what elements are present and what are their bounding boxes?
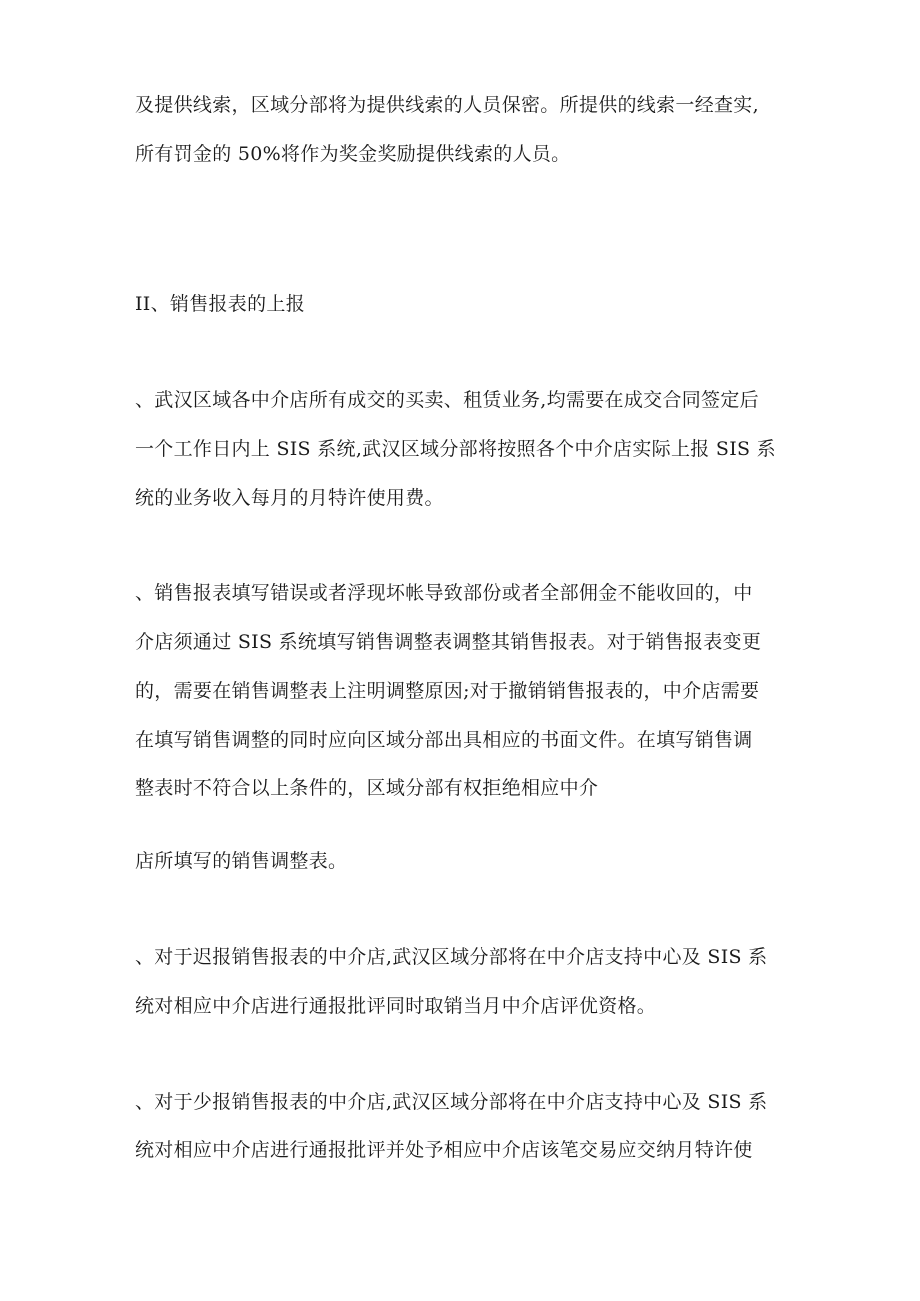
paragraph-line: 统对相应中介店进行通报批评并处予相应中介店该笔交易应交纳月特许使 xyxy=(135,1139,753,1161)
paragraph-line: 介店须通过 SIS 系统填写销售调整表调整其销售报表。对于销售报表变更 xyxy=(135,631,762,653)
paragraph-line: 店所填写的销售调整表。 xyxy=(135,850,348,872)
paragraph-line: 整表时不符合以上条件的，区域分部有权拒绝相应中介 xyxy=(135,777,599,799)
section-heading: II、销售报表的上报 xyxy=(135,293,306,315)
paragraph-line: 一个工作日内上 SIS 系统,武汉区域分部将按照各个中介店实际上报 SIS 系 xyxy=(135,438,776,460)
paragraph-line: 统的业务收入每月的月特许使用费。 xyxy=(135,487,444,509)
paragraph-line: 统对相应中介店进行通报批评同时取销当月中介店评优资格。 xyxy=(135,995,657,1017)
paragraph-line: 、对于少报销售报表的中介店,武汉区域分部将在中介店支持中心及 SIS 系 xyxy=(135,1091,768,1113)
paragraph-line: 、对于迟报销售报表的中介店,武汉区域分部将在中介店支持中心及 SIS 系 xyxy=(135,946,768,968)
paragraph-line: 的，需要在销售调整表上注明调整原因;对于撤销销售报表的，中介店需要 xyxy=(135,680,760,702)
paragraph-line: 及提供线索，区域分部将为提供线索的人员保密。所提供的线索一经查实, xyxy=(135,94,759,116)
paragraph-line: 、销售报表填写错误或者浮现坏帐导致部份或者全部佣金不能收回的，中 xyxy=(135,582,753,604)
paragraph-line: 、武汉区域各中介店所有成交的买卖、租赁业务,均需要在成交合同签定后 xyxy=(135,389,759,411)
paragraph-line: 所有罚金的 50%将作为奖金奖励提供线索的人员。 xyxy=(135,143,571,165)
paragraph-line: 在填写销售调整的同时应向区域分部出具相应的书面文件。在填写销售调 xyxy=(135,729,753,751)
